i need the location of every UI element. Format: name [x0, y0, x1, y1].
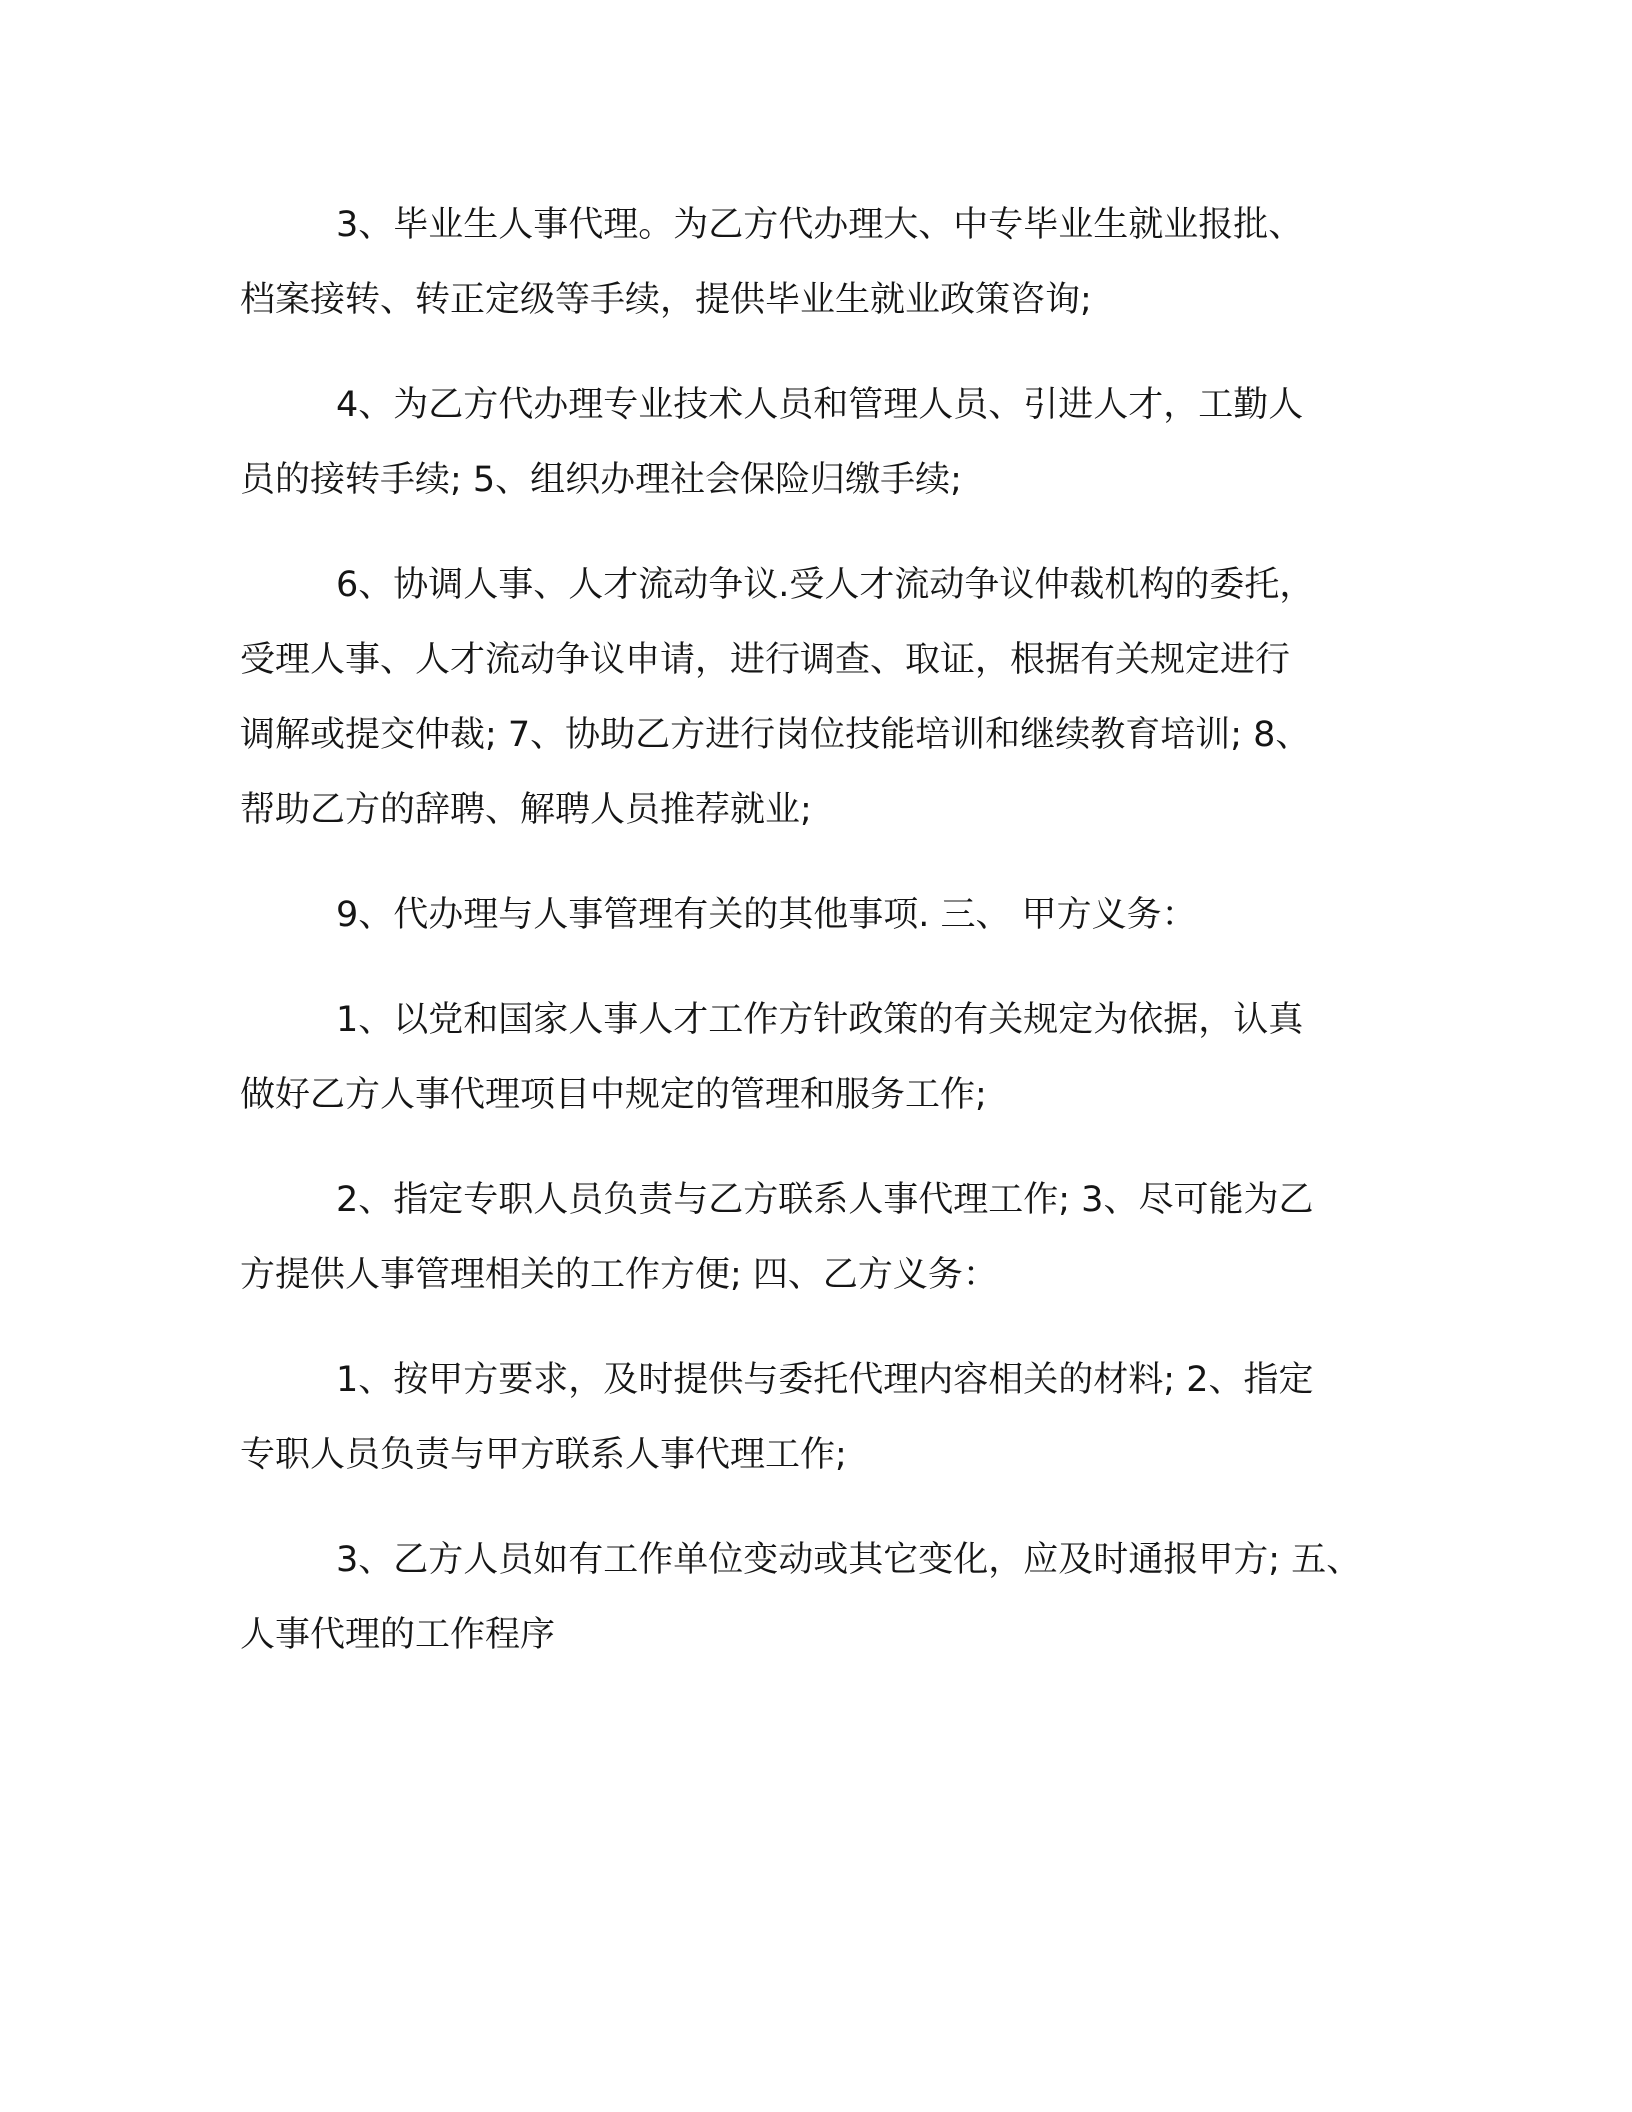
- paragraph-line: 3、乙方人员如有工作单位变动或其它变化，应及时通报甲方; 五、: [336, 1540, 1362, 1580]
- paragraph-party-b-duty-1: [240, 1343, 1410, 1493]
- paragraph-graduate-agency: [240, 188, 1410, 338]
- paragraph-line: 调解或提交仲裁; 7、协助乙方进行岗位技能培训和继续教育培训; 8、: [240, 715, 1311, 755]
- paragraph-party-a-duty-1: [240, 983, 1410, 1133]
- document-body: [240, 188, 1410, 1703]
- paragraph-line: 专职人员负责与甲方联系人事代理工作;: [240, 1435, 847, 1475]
- paragraph-line: 档案接转、转正定级等手续，提供毕业生就业政策咨询;: [240, 280, 1092, 320]
- paragraph-line: 9、代办理与人事管理有关的其他事项. 三、 甲方义务：: [336, 895, 1197, 935]
- paragraph-line: 做好乙方人事代理项目中规定的管理和服务工作;: [240, 1075, 987, 1115]
- paragraph-party-a-duty-2: [240, 1163, 1410, 1313]
- paragraph-party-b-duty-3: [240, 1523, 1410, 1673]
- paragraph-line: 帮助乙方的辞聘、解聘人员推荐就业;: [240, 790, 812, 830]
- paragraph-line: 受理人事、人才流动争议申请，进行调查、取证，根据有关规定进行: [240, 640, 1291, 680]
- paragraph-line: 4、为乙方代办理专业技术人员和管理人员、引进人才，工勤人: [336, 385, 1304, 425]
- paragraph-other-matters: [240, 878, 1410, 953]
- paragraph-line: 6、协调人事、人才流动争议.受人才流动争议仲裁机构的委托，: [336, 565, 1315, 605]
- paragraph-dispute-coordination: [240, 548, 1410, 848]
- paragraph-line: 2、指定专职人员负责与乙方联系人事代理工作; 3、尽可能为乙: [336, 1180, 1314, 1220]
- paragraph-line: 方提供人事管理相关的工作方便; 四、乙方义务：: [240, 1255, 998, 1295]
- paragraph-line: 员的接转手续; 5、组织办理社会保险归缴手续;: [240, 460, 962, 500]
- paragraph-line: 人事代理的工作程序: [240, 1615, 556, 1655]
- paragraph-line: 3、毕业生人事代理。为乙方代办理大、中专毕业生就业报批、: [336, 205, 1304, 245]
- paragraph-technical-staff: [240, 368, 1410, 518]
- paragraph-line: 1、按甲方要求，及时提供与委托代理内容相关的材料; 2、指定: [336, 1360, 1314, 1400]
- paragraph-line: 1、以党和国家人事人才工作方针政策的有关规定为依据，认真: [336, 1000, 1304, 1040]
